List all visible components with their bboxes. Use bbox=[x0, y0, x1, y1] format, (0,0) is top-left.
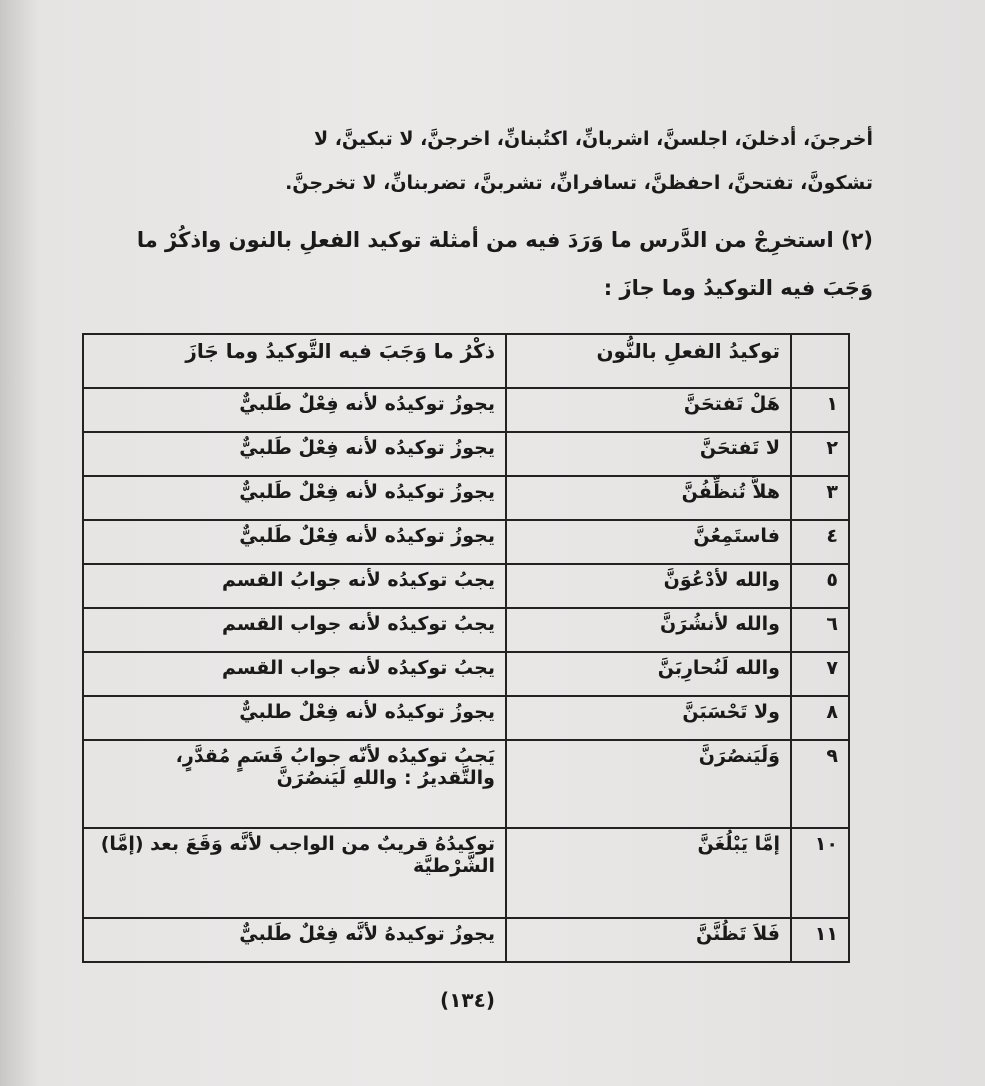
row-number: ٦ bbox=[791, 608, 849, 652]
row-verb: فاستَمِعُنَّ bbox=[506, 520, 791, 564]
row-verb: هَلْ تَفتحَنَّ bbox=[506, 388, 791, 432]
row-reason: يجوزُ توكيدُه لأنه فِعْلٌ طَلبيٌّ bbox=[83, 388, 506, 432]
row-reason: يجبُ توكيدُه لأنه جواب القسم bbox=[83, 652, 506, 696]
table-row bbox=[83, 388, 849, 432]
row-verb: إمَّا يَبْلُغَنَّ bbox=[506, 828, 791, 918]
row-number: ٩ bbox=[791, 740, 849, 828]
row-number: ٥ bbox=[791, 564, 849, 608]
row-reason: يجبُ توكيدُه لأنه جوابُ القسم bbox=[83, 564, 506, 608]
row-number: ١١ bbox=[791, 918, 849, 962]
exercise-instruction-line-1: (٢) استخرِجْ من الدَّرس ما وَرَدَ فيه من أمثلة توكيد الفعلِ بالنون واذكُرْ ما bbox=[136, 228, 873, 252]
row-verb: ولا تَحْسَبَنَّ bbox=[506, 696, 791, 740]
row-number: ٣ bbox=[791, 476, 849, 520]
row-reason: يجوزُ توكيدهُ لأنَّه فِعْلٌ طَلبيٌّ bbox=[83, 918, 506, 962]
table-row bbox=[83, 608, 849, 652]
table-row bbox=[83, 696, 849, 740]
header-verb: توكيدُ الفعلِ بالنُّون bbox=[506, 334, 791, 388]
row-verb: والله لَنُحارِبَنَّ bbox=[506, 652, 791, 696]
table-row bbox=[83, 564, 849, 608]
row-number: ٤ bbox=[791, 520, 849, 564]
row-reason: يَجبُ توكيدُه لأنّه جوابُ قَسَمٍ مُقدَّرٍ، والتَّقديرُ : واللهِ لَيَنصُرَنَّ bbox=[83, 740, 506, 828]
row-number: ٨ bbox=[791, 696, 849, 740]
header-reason: ذكْرُ ما وَجَبَ فيه التَّوكيدُ وما جَازَ bbox=[83, 334, 506, 388]
paragraph-line-1: أخرجنَ، أدخلنَ، اجلسنَّ، اشربانِّ، اكتُبنانِّ، اخرجنَّ، لا تبكينَّ، لا bbox=[313, 128, 873, 150]
row-reason: يجوزُ توكيدُه لأنه فِعْلٌ طَلبيٌّ bbox=[83, 520, 506, 564]
row-verb: والله لأنشُرَنَّ bbox=[506, 608, 791, 652]
row-reason: يجوزُ توكيدُه لأنه فِعْلٌ طَلبيٌّ bbox=[83, 432, 506, 476]
row-reason: توكيدُهُ قريبٌ من الواجب لأنَّه وَقَعَ بعد (إمَّا) الشَّرْطيَّة bbox=[83, 828, 506, 918]
row-verb: وَلَيَنصُرَنَّ bbox=[506, 740, 791, 828]
exercise-instruction-line-2: وَجَبَ فيه التوكيدُ وما جازَ : bbox=[603, 276, 873, 300]
row-verb: هلاَّ تُنظِّفُنَّ bbox=[506, 476, 791, 520]
row-number: ١٠ bbox=[791, 828, 849, 918]
exercise-table bbox=[82, 333, 850, 963]
row-number: ١ bbox=[791, 388, 849, 432]
row-verb: لا تَفتحَنَّ bbox=[506, 432, 791, 476]
table-row bbox=[83, 652, 849, 696]
paragraph-line-2: تشكونَّ، تفتحنَّ، احفظنَّ، تسافرانِّ، تشربنَّ، تضربنانِّ، لا تخرجنَّ. bbox=[285, 172, 873, 194]
row-number: ٧ bbox=[791, 652, 849, 696]
table-row bbox=[83, 432, 849, 476]
row-reason: يجوزُ توكيدُه لأنه فِعْلٌ طلبيٌّ bbox=[83, 696, 506, 740]
row-reason: يجوزُ توكيدُه لأنه فِعْلٌ طَلبيٌّ bbox=[83, 476, 506, 520]
row-reason: يجبُ توكيدُه لأنه جواب القسم bbox=[83, 608, 506, 652]
row-verb: فَلاَ تَظُنَّنَّ bbox=[506, 918, 791, 962]
page-number: (١٣٤) bbox=[440, 988, 495, 1012]
table-row bbox=[83, 476, 849, 520]
table-row bbox=[83, 740, 849, 828]
row-number: ٢ bbox=[791, 432, 849, 476]
table-row bbox=[83, 828, 849, 918]
table-row bbox=[83, 918, 849, 962]
row-verb: والله لأدْعُوَنَّ bbox=[506, 564, 791, 608]
header-number bbox=[791, 334, 849, 388]
table-header-row bbox=[83, 334, 849, 388]
table-row bbox=[83, 520, 849, 564]
